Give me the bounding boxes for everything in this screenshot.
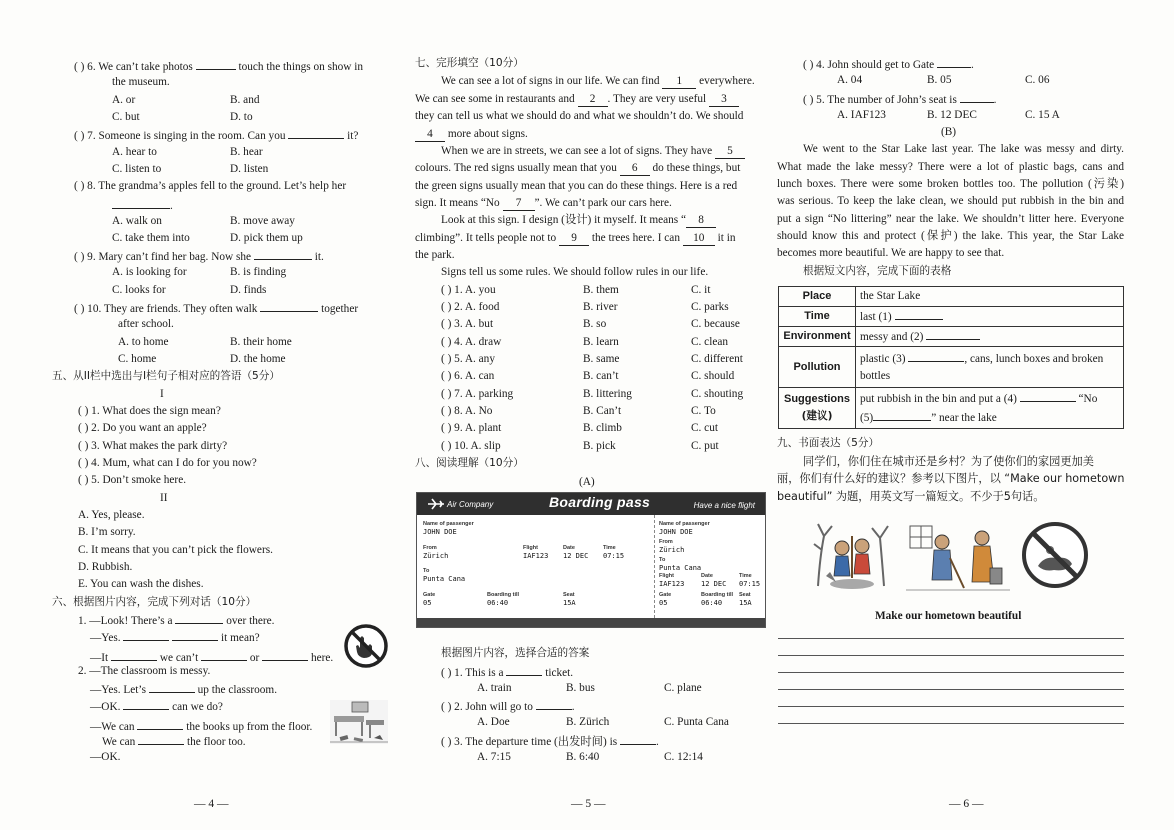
reading-q4-option: C. 06 [1025, 74, 1050, 86]
essay-title: Make our hometown beautiful [875, 610, 1022, 622]
cloze-line: We can see a lot of signs in our life. We can find 1 everywhere. [441, 75, 755, 87]
cloze-option: C. should [691, 370, 735, 382]
q10-option-d: D. the home [230, 353, 286, 365]
part-b-label: (B) [941, 126, 957, 138]
dialog2-line5: We can the floor too. [102, 732, 246, 751]
table-instruction: 根据短文内容，完成下面的表格 [803, 265, 952, 277]
q10-option-a: A. to home [118, 336, 169, 348]
cloze-option: ( ) 2. A. food [441, 301, 500, 313]
reading-q2: ( ) 2. John will go to . [441, 697, 575, 716]
table-row [779, 347, 1124, 388]
page-number: — 5 — [571, 798, 606, 810]
value-to: Punta Cana [659, 564, 702, 572]
value-flight: IAF123 [523, 552, 549, 560]
answer-blank[interactable] [506, 663, 542, 676]
answer-blank[interactable] [288, 126, 344, 139]
answer-blank[interactable] [123, 628, 169, 641]
cloze-option: ( ) 8. A. No [441, 405, 493, 417]
label-from: From [423, 545, 437, 551]
table-cell-time: last (1) [856, 307, 1124, 327]
value-time: 07:15 [739, 580, 761, 588]
cloze-line: sign. It means “No 7 ”. We can’t park our cars here. [415, 197, 672, 209]
q6-option-b: B. and [230, 94, 260, 106]
cloze-option: B. Can’t [583, 405, 622, 417]
writing-line[interactable] [778, 723, 1124, 724]
table-header-time: Time [779, 307, 856, 327]
label-seat: Seat [563, 592, 575, 598]
cloze-blank-6[interactable]: 6 [620, 162, 650, 176]
value-boarding: 06:40 [487, 599, 509, 607]
cloze-line: When we are in streets, we can see a lot of signs. They have 5 [441, 143, 745, 160]
q7-stem: ( ) 7. Someone is singing in the room. Can you it? [74, 126, 358, 145]
passage-line: becomes more beautiful. We are happy to see that. [777, 247, 1005, 259]
q10-stem: ( ) 10. They are friends. They often walk together [74, 299, 358, 318]
value-flight: IAF123 [659, 580, 685, 588]
reading-instruction: 根据图片内容，选择合适的答案 [441, 647, 590, 659]
answer-blank[interactable] [873, 408, 931, 421]
cloze-option: B. them [583, 284, 619, 296]
value-date: 12 DEC [701, 580, 727, 588]
section-8-title: 八、阅读理解（10分） [415, 457, 524, 469]
dialog2-line2: —Yes. Let’s up the classroom. [90, 680, 277, 699]
match-item: ( ) 5. Don’t smoke here. [78, 474, 187, 486]
cloze-option: ( ) 10. A. slip [441, 440, 501, 452]
answer-blank[interactable] [201, 648, 247, 661]
q9-option-b: B. is finding [230, 266, 287, 278]
q9-stem: ( ) 9. Mary can’t find her bag. Now she it. [74, 247, 324, 266]
cloze-blank-1[interactable]: 1 [662, 75, 696, 89]
reading-q2-option: A. Doe [477, 716, 510, 728]
writing-line[interactable] [778, 638, 1124, 639]
value-passenger: JOHN DOE [659, 528, 693, 536]
label-flight: Flight [523, 545, 538, 551]
label-boarding: Boarding till [701, 592, 734, 598]
q6-option-d: D. to [230, 111, 253, 123]
cloze-option: B. climb [583, 422, 622, 434]
part-a-label: (A) [579, 476, 595, 488]
cloze-option: ( ) 5. A. any [441, 353, 495, 365]
boarding-pass-header [417, 493, 765, 515]
cloze-line: they can tell us what we should do and what we shouldn’t do. We should [415, 110, 744, 122]
reading-q5: ( ) 5. The number of John’s seat is . [803, 90, 997, 109]
q8-stem: ( ) 8. The grandma’s apples fell to the ground. Let’s help her [74, 180, 347, 192]
answer-blank[interactable] [123, 697, 169, 710]
page-4 [52, 0, 397, 830]
q8-stem-cont: . [112, 196, 173, 215]
dialog1-line1: 1. —Look! There’s a over there. [78, 611, 275, 630]
cloze-option: ( ) 3. A. but [441, 318, 494, 330]
q7-option-b: B. hear [230, 146, 263, 158]
table-row [779, 327, 1124, 347]
cloze-blank-5[interactable]: 5 [715, 145, 745, 159]
table-cell-place: the Star Lake [856, 287, 1124, 307]
answer-blank[interactable] [172, 628, 218, 641]
answer-blank[interactable] [196, 57, 236, 70]
reading-q5-option: C. 15 A [1025, 109, 1060, 121]
dialog2-line4: —We can the books up from the floor. [90, 717, 312, 736]
boarding-pass [416, 492, 766, 628]
value-to: Punta Cana [423, 575, 466, 583]
cloze-option: C. shouting [691, 388, 744, 400]
table-header-environment: Environment [779, 327, 856, 347]
match-answer: A. Yes, please. [78, 509, 145, 521]
answer-blank[interactable] [960, 90, 994, 103]
answer-blank[interactable] [908, 349, 964, 362]
value-date: 12 DEC [563, 552, 589, 560]
cloze-line: climbing”. It tells people not to 9 the trees here. I can 10 it in [415, 232, 736, 244]
label-seat: Seat [739, 592, 751, 598]
q9-option-d: D. finds [230, 284, 267, 296]
answer-blank[interactable] [175, 611, 223, 624]
value-boarding: 06:40 [701, 599, 723, 607]
answer-blank[interactable] [620, 732, 656, 745]
dialog2-line1: 2. —The classroom is messy. [78, 665, 211, 677]
table-header-suggestions: Suggestions (建议) [779, 388, 856, 429]
q6-stem: ( ) 6. We can’t take photos touch the things on show in [74, 57, 363, 76]
cloze-option: B. littering [583, 388, 632, 400]
cloze-option: B. learn [583, 336, 619, 348]
q8-option-c: C. take them into [112, 232, 190, 244]
passage-line: What made the lake messy? There were a lot of plastic bags, cans and [777, 161, 1124, 173]
label-time: Time [603, 545, 616, 551]
cloze-blank-9[interactable]: 9 [559, 232, 589, 246]
cloze-line: Look at this sign. I design (设计) it myself. It means “ 8 [441, 212, 716, 229]
q6-option-a: A. or [112, 94, 136, 106]
table-row [779, 287, 1124, 307]
passage-line: was serious. To keep the lake clean, we should put rubbish in the bin and [777, 195, 1124, 207]
value-gate: 05 [659, 599, 668, 607]
match-item: ( ) 3. What makes the park dirty? [78, 440, 228, 452]
boarding-pass-title: Boarding pass [549, 494, 651, 510]
value-time: 07:15 [603, 552, 625, 560]
label-passenger: Name of passenger [659, 521, 710, 527]
label-passenger: Name of passenger [423, 521, 474, 527]
reading-q3-option: C. 12:14 [664, 751, 703, 763]
match-answer: D. Rubbish. [78, 561, 133, 573]
writing-prompt: 丽，你们有什么好的建议？参考以下图片，以 “Make our hometown [777, 472, 1125, 485]
page-number: — 4 — [194, 798, 229, 810]
table-header-place: Place [779, 287, 856, 307]
cloze-option: C. because [691, 318, 740, 330]
reading-q1-option: A. train [477, 682, 512, 694]
cloze-line: Signs tell us some rules. We should follow rules in our life. [441, 266, 709, 278]
table-header-pollution: Pollution [779, 347, 856, 388]
cloze-option: C. different [691, 353, 743, 365]
passage-line: We went to the Star Lake last year. The lake was messy and dirty. [803, 143, 1124, 155]
label-gate: Gate [423, 592, 436, 598]
label-from: From [659, 539, 673, 545]
cloze-option: B. pick [583, 440, 616, 452]
airline-name: Air Company [447, 500, 494, 509]
airplane-icon [427, 498, 445, 510]
cloze-blank-10[interactable]: 10 [683, 232, 715, 246]
q9-option-c: C. looks for [112, 284, 166, 296]
reading-q3: ( ) 3. The departure time (出发时间) is . [441, 732, 659, 751]
value-passenger: JOHN DOE [423, 528, 457, 536]
page-5 [415, 0, 765, 830]
q7-option-d: D. listen [230, 163, 269, 175]
cloze-option: B. so [583, 318, 607, 330]
section-9-title: 九、书面表达（5分） [777, 437, 880, 449]
cloze-option: ( ) 4. A. draw [441, 336, 502, 348]
no-littering-sign-icon [1020, 520, 1090, 590]
value-seat: 15A [563, 599, 576, 607]
answer-blank[interactable] [1020, 389, 1076, 402]
answer-blank[interactable] [926, 327, 980, 340]
reading-q1: ( ) 1. This is a ticket. [441, 663, 573, 682]
reading-q3-option: B. 6:40 [566, 751, 600, 763]
no-touch-sign-icon [344, 624, 388, 668]
answer-blank[interactable] [254, 247, 312, 260]
match-answer: E. You can wash the dishes. [78, 578, 204, 590]
cloze-option: C. clean [691, 336, 729, 348]
messy-classroom-picture [330, 700, 388, 744]
q10-option-b: B. their home [230, 336, 292, 348]
reading-q3-option: A. 7:15 [477, 751, 511, 763]
match-item: ( ) 4. Mum, what can I do for you now? [78, 457, 257, 469]
match-item: ( ) 2. Do you want an apple? [78, 422, 207, 434]
dialog1-line3: —It we can’t or here. [90, 648, 333, 667]
reading-q4-option: B. 05 [927, 74, 952, 86]
cloze-blank-3[interactable]: 3 [709, 93, 739, 107]
people-cleaning-picture [906, 518, 1010, 596]
value-seat: 15A [739, 599, 752, 607]
cloze-option: C. cut [691, 422, 718, 434]
reading-q2-option: C. Punta Cana [664, 716, 729, 728]
writing-line[interactable] [778, 672, 1124, 673]
cloze-option: ( ) 6. A. can [441, 370, 495, 382]
cloze-option: C. put [691, 440, 719, 452]
label-boarding: Boarding till [487, 592, 520, 598]
cloze-option: C. parks [691, 301, 729, 313]
answer-blank[interactable] [111, 648, 157, 661]
passage-line: lunch boxes. There were some broken bottles too. The pollution (污染) [777, 178, 1124, 190]
cloze-option: C. To [691, 405, 716, 417]
cloze-line: the green signs usually mean that you can do these things. Here is a red [415, 180, 738, 192]
label-time: Time [739, 573, 752, 579]
cloze-option: C. it [691, 284, 711, 296]
answer-blank[interactable] [137, 717, 183, 730]
cloze-option: B. same [583, 353, 620, 365]
answer-blank[interactable] [895, 307, 943, 320]
q6-option-c: C. but [112, 111, 140, 123]
reading-q1-option: C. plane [664, 682, 702, 694]
value-from: Zürich [659, 546, 685, 554]
reading-q5-option: A. IAF123 [837, 109, 886, 121]
q6-stem-cont: the museum. [112, 76, 170, 88]
writing-line[interactable] [778, 655, 1124, 656]
table-cell-suggestions: put rubbish in the bin and put a (4) “No (5) ” near the lake [856, 388, 1124, 429]
q8-option-d: D. pick them up [230, 232, 303, 244]
reading-q4: ( ) 4. John should get to Gate . [803, 55, 974, 74]
column-ii-label: II [160, 492, 168, 504]
value-gate: 05 [423, 599, 432, 607]
q9-option-a: A. is looking for [112, 266, 187, 278]
section-6-title: 六、根据图片内容，完成下列对话（10分） [52, 596, 257, 608]
section-7-title: 七、完形填空（10分） [415, 57, 524, 69]
kids-planting-tree-picture [810, 516, 896, 596]
cloze-blank-2[interactable]: 2 [578, 93, 608, 107]
cloze-option: ( ) 1. A. you [441, 284, 496, 296]
cloze-option: B. river [583, 301, 618, 313]
cloze-blank-8[interactable]: 8 [686, 214, 716, 228]
reading-q5-option: B. 12 DEC [927, 109, 977, 121]
page-number: — 6 — [949, 798, 984, 810]
answer-blank[interactable] [260, 299, 318, 312]
q10-stem-cont: after school. [118, 318, 174, 330]
summary-table [778, 286, 1124, 429]
reading-q2-option: B. Zürich [566, 716, 610, 728]
q7-option-c: C. listen to [112, 163, 162, 175]
match-item: ( ) 1. What does the sign mean? [78, 405, 221, 417]
cloze-option: B. can’t [583, 370, 619, 382]
answer-blank[interactable] [536, 697, 572, 710]
answer-blank[interactable] [262, 648, 308, 661]
column-i-label: I [160, 388, 164, 400]
q7-option-a: A. hear to [112, 146, 157, 158]
q10-option-c: C. home [118, 353, 157, 365]
label-to: To [423, 568, 430, 574]
boarding-pass-footer [417, 618, 765, 627]
passage-line: should know this and protect (保护) the lake. This year, the Star Lake [777, 230, 1124, 242]
answer-blank[interactable] [138, 732, 184, 745]
cloze-line: 4 more about signs. [415, 126, 528, 143]
dialog2-line3: —OK. can we do? [90, 697, 223, 716]
reading-q1-option: B. bus [566, 682, 595, 694]
cloze-line: We can see some in restaurants and 2 . They are very useful 3 [415, 91, 739, 108]
label-date: Date [701, 573, 713, 579]
table-row [779, 307, 1124, 327]
label-flight: Flight [659, 573, 674, 579]
writing-prompt: 同学们，你们住在城市还是乡村？为了使你们的家园更加美 [803, 455, 1094, 468]
cloze-option: ( ) 7. A. parking [441, 388, 514, 400]
table-row [779, 388, 1124, 429]
dialog2-line6: —OK. [90, 751, 121, 763]
answer-blank[interactable] [937, 55, 971, 68]
section-5-title: 五、从II栏中选出与I栏句子相对应的答语（5分） [52, 370, 280, 382]
answer-blank[interactable] [112, 196, 170, 209]
dialog1-line2: —Yes. it mean? [90, 628, 260, 647]
cloze-option: ( ) 9. A. plant [441, 422, 502, 434]
label-gate: Gate [659, 592, 672, 598]
match-answer: C. It means that you can’t pick the flowers. [78, 544, 273, 556]
passage-line: put a sign “No littering” near the lake. We shouldn’t litter here. Everyone [777, 213, 1124, 225]
value-from: Zürich [423, 552, 449, 560]
cloze-blank-7[interactable]: 7 [503, 197, 535, 211]
tear-line [654, 515, 655, 618]
greeting: Have a nice flight [693, 501, 755, 510]
reading-q4-option: A. 04 [837, 74, 863, 86]
writing-line[interactable] [778, 706, 1124, 707]
label-to: To [659, 557, 666, 563]
label-date: Date [563, 545, 575, 551]
table-cell-pollution: plastic (3) , cans, lunch boxes and broken bottles [856, 347, 1124, 388]
cloze-blank-4[interactable]: 4 [415, 128, 445, 142]
table-cell-environment: messy and (2) [856, 327, 1124, 347]
q8-option-b: B. move away [230, 215, 295, 227]
writing-line[interactable] [778, 689, 1124, 690]
cloze-line: colours. The red signs usually mean that you 6 do these things, but [415, 162, 741, 174]
answer-blank[interactable] [149, 680, 195, 693]
cloze-line: the park. [415, 249, 455, 261]
match-answer: B. I’m sorry. [78, 526, 136, 538]
writing-prompt: beautiful” 为题，用英文写一篇短文。不少于5句话。 [777, 490, 1045, 503]
q8-option-a: A. walk on [112, 215, 162, 227]
